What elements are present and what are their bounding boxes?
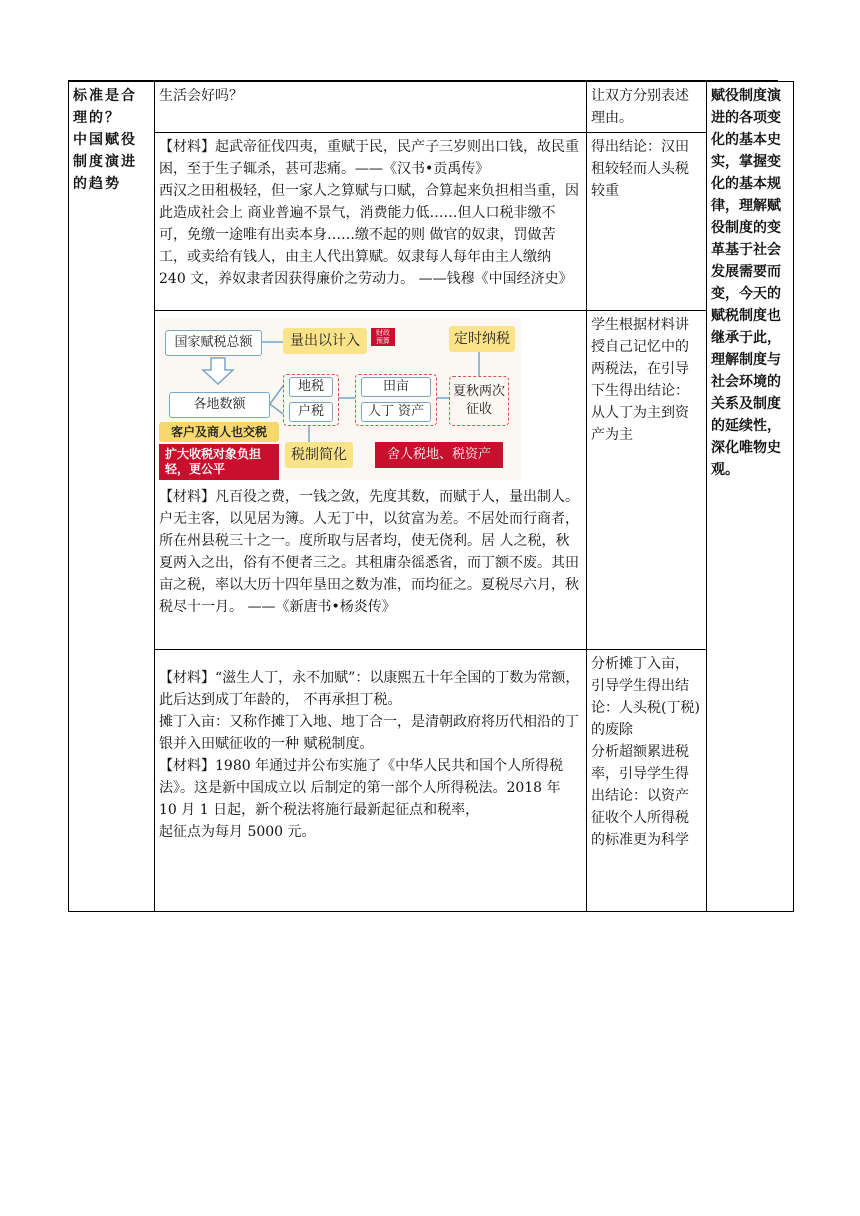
budget-stamp: 财政预算 bbox=[371, 328, 395, 346]
field-acre-box: 田亩 bbox=[361, 377, 431, 397]
content-cell bbox=[155, 133, 587, 311]
table-row bbox=[69, 82, 794, 133]
goal-text: 赋役制度演进的各项变化的基本史实，掌握变化的基本规律，理解赋役制度的变革基于社会发展需要而变，今天的赋税制度也继承于此，理解制度与社会环境的关系及制度的延续性，深化唯物史观。 bbox=[711, 88, 781, 478]
topic-question: 标准是合理的？ bbox=[73, 88, 137, 126]
two-tax-diagram bbox=[159, 318, 521, 480]
material-qianmu: 西汉之田租极轻，但一家人之算赋与口赋，合算起来负担相当重，因此造成社会上 商业普遍不景气，消费能力低……但人口税非缴不可，免缴一途唯有出卖本身……缴不起的则 做官的奴隶，罚做苦工，或卖给有钱人，由主人代出算赋。奴隶每人每年由主人缴纳 240 文，养奴隶者因获得廉价之劳动力。 ——钱穆《中国经济史》 bbox=[159, 183, 579, 287]
topic-cell bbox=[69, 82, 155, 912]
activity-cell bbox=[587, 311, 707, 650]
timed-tax-box: 定时纳税 bbox=[449, 326, 515, 352]
simplify-box: 税制简化 bbox=[285, 442, 353, 468]
table-row bbox=[69, 133, 794, 311]
activity-cell bbox=[587, 650, 707, 912]
activity-text: 让双方分别表述理由。 bbox=[591, 88, 689, 126]
household-tax-box: 户税 bbox=[289, 402, 333, 422]
activity-text: 学生根据材料讲授自己记忆中的两税法，在引导下生得出结论：从人丁为主到资产为主 bbox=[591, 317, 689, 443]
budget-principle-box: 量出以计入 bbox=[283, 328, 367, 354]
table-row bbox=[69, 650, 794, 912]
national-total-box: 国家赋税总额 bbox=[165, 330, 262, 356]
activity-text: 得出结论：汉田租较轻而人头税较重 bbox=[591, 139, 689, 199]
person-assets-box: 人丁 资产 bbox=[361, 402, 431, 422]
lesson-plan-table bbox=[68, 81, 794, 912]
merchants-tax-box: 客户及商人也交税 bbox=[159, 422, 279, 442]
content-cell bbox=[155, 650, 587, 912]
material-kangxi: 【材料】“滋生人丁，永不加赋”：以康熙五十年全国的丁数为常额，此后达到成丁年龄的， 不再承担丁税。 bbox=[159, 670, 580, 708]
land-tax-box: 地税 bbox=[289, 377, 333, 397]
content-cell bbox=[155, 311, 587, 650]
activity-text: 分析摊丁入亩，引导学生得出结论：人头税(丁税)的废除 bbox=[591, 656, 700, 738]
activity-text: 分析超额累进税率，引导学生得出结论：以资产征收个人所得税的标准更为科学 bbox=[591, 744, 689, 848]
local-amount-box: 各地数额 bbox=[169, 392, 270, 418]
content-cell bbox=[155, 82, 587, 133]
goal-cell bbox=[707, 82, 794, 912]
content-text: 生活会好吗？ bbox=[159, 88, 243, 104]
twice-collect-box: 夏秋两次征收 bbox=[449, 376, 509, 426]
material-income-tax: 【材料】1980 年通过并公布实施了《中华人民共和国个人所得税法》。这是新中国成立以 后制定的第一部个人所得税法。2018 年 10 月 1 日起，新个税法将施行最新起征点和税率， bbox=[159, 758, 564, 818]
activity-cell bbox=[587, 133, 707, 311]
topic-title: 中国赋役制度演进的趋势 bbox=[73, 132, 137, 192]
material-han: 【材料】起武帝征伐四夷，重赋于民，民产子三岁则出口钱，故民重困，至于生子辄杀，甚可悲痛。——《汉书•贡禹传》 bbox=[159, 139, 579, 177]
activity-cell bbox=[587, 82, 707, 133]
material-tanding: 摊丁入亩：又称作摊丁入地、地丁合一，是清朝政府将历代相沿的丁银并入田赋征收的一种 赋税制度。 bbox=[159, 714, 579, 752]
material-yangyan: 【材料】凡百役之费，一钱之敛，先度其数，而赋于人，量出制人。户无主客，以见居为簿。人无丁中，以贫富为差。不居处而行商者，所在州县税三十之一。度所取与居者均，使无侥利。居 人之税，秋夏两入之出，俗有不便者三之。其租庸杂徭悉省，而丁额不废。其田亩之税，率以大历十四年垦田之数为准，而均征之。夏税尽六月，秋税尽十一月。 ——《新唐书•杨炎传》 bbox=[159, 489, 579, 615]
expand-tax-box: 扩大收税对象负担轻，更公平 bbox=[159, 444, 279, 480]
material-threshold: 起征点为每月 5000 元。 bbox=[159, 824, 316, 840]
spacer bbox=[159, 653, 582, 667]
land-over-person-box: 舍人税地、税资产 bbox=[375, 442, 503, 468]
table-row bbox=[69, 311, 794, 650]
